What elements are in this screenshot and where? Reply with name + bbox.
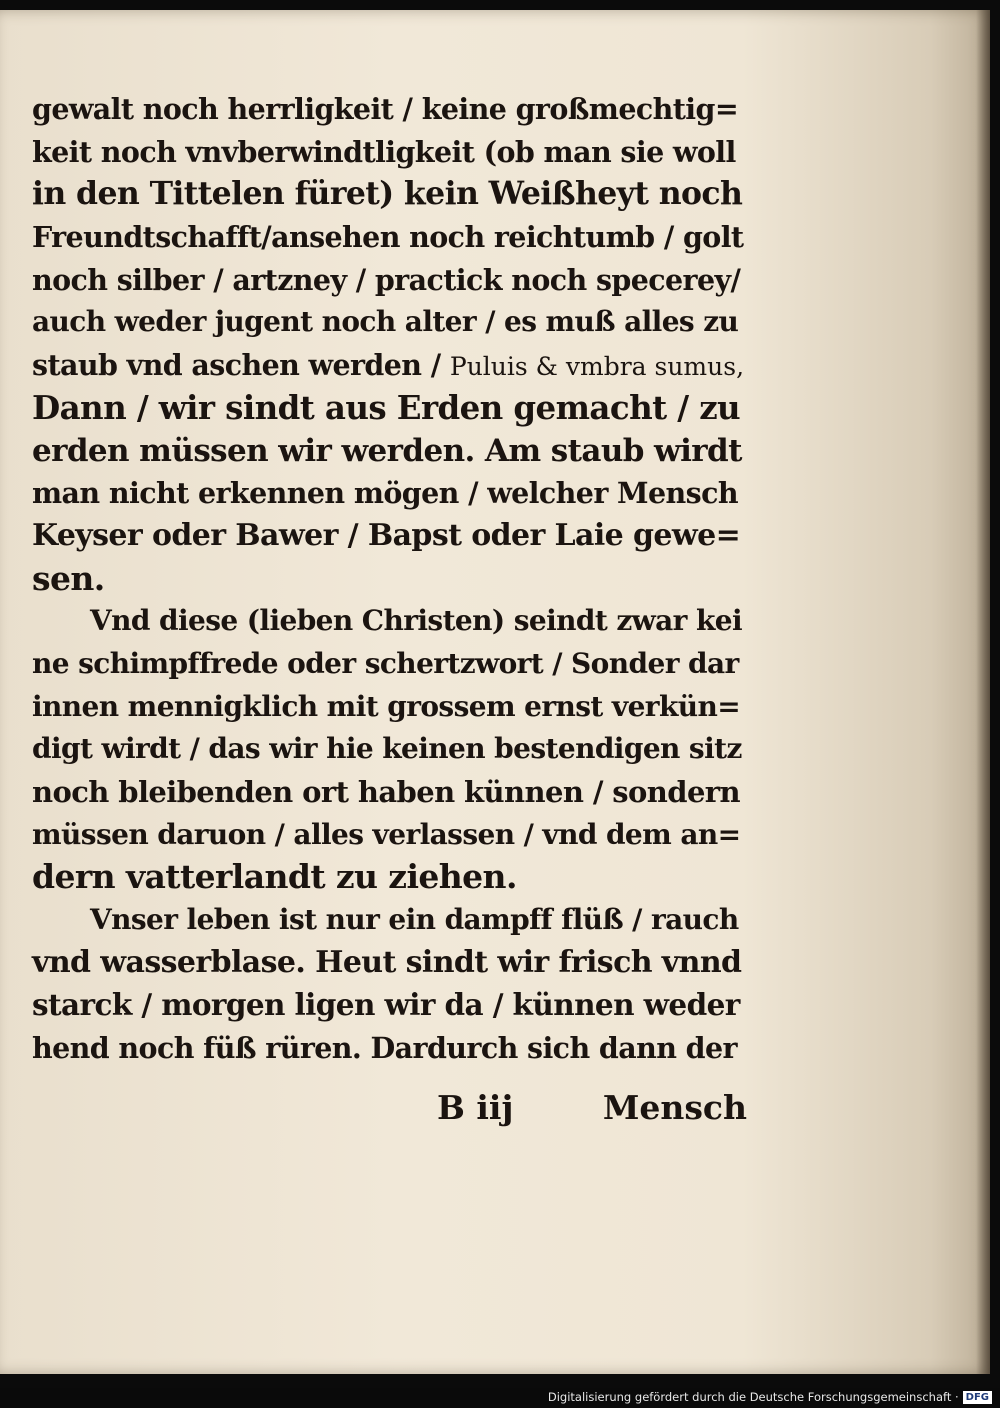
digitization-credit xyxy=(548,1390,992,1404)
text-line: in den Tittelen füret) kein Weißheyt noch xyxy=(32,175,743,213)
text-line: auch weder jugent noch alter / es muß alles zu xyxy=(32,305,739,339)
text-line-fraktur: staub vnd aschen werden / xyxy=(32,348,441,383)
text-line: innen mennigklich mit grossem ernst verkün= xyxy=(32,689,741,723)
text-line: man nicht erkennen mögen / welcher Mensch xyxy=(32,476,738,511)
text-line: Keyser oder Bawer / Bapst oder Laie gewe= xyxy=(32,517,741,553)
paragraph-start-line: Vnser leben ist nur ein dampff flüß / rauch xyxy=(90,903,739,937)
text-line xyxy=(32,344,747,387)
dfg-logo: DFG xyxy=(963,1391,992,1404)
text-line: dern vatterlandt zu ziehen. xyxy=(32,857,517,897)
text-line: ne schimpffrede oder schertzwort / Sonder dar xyxy=(32,646,739,680)
text-line: erden müssen wir werden. Am staub wirdt xyxy=(32,432,742,469)
text-line: vnd wasserblase. Heut sindt wir frisch vnnd xyxy=(32,944,742,980)
text-line: hend noch füß rüren. Dardurch sich dann der xyxy=(32,1031,737,1066)
text-line: keit noch vnvberwindtligkeit (ob man sie woll xyxy=(32,134,736,169)
catchword: Mensch xyxy=(602,1088,747,1127)
text-line: gewalt noch herrligkeit / keine großmechtig= xyxy=(32,92,739,126)
credit-text: Digitalisierung gefördert durch die Deutsche Forschungsgemeinschaft · xyxy=(547,1390,959,1404)
text-line: Freundtschafft/ansehen noch reichtumb / golt xyxy=(32,220,744,255)
text-line: sen. xyxy=(32,558,105,598)
page-footer-line xyxy=(32,1088,747,1132)
text-line: noch bleibenden ort haben künnen / sondern xyxy=(32,775,740,809)
latin-quotation: Puluis & vmbra sumus, xyxy=(449,352,745,382)
text-line: digt wirdt / das wir hie keinen bestendigen sitz xyxy=(32,732,742,766)
text-line: müssen daruon / alles verlassen / vnd dem an= xyxy=(32,817,741,851)
page-text xyxy=(32,88,747,1070)
text-line: noch silber / artzney / practick noch specerey/ xyxy=(32,262,741,297)
signature-mark: B iij xyxy=(437,1088,514,1127)
text-line: Dann / wir sindt aus Erden gemacht / zu xyxy=(32,387,741,427)
text-line: starck / morgen ligen wir da / künnen weder xyxy=(32,987,740,1023)
paragraph-start-line: Vnd diese (lieben Christen) seindt zwar kei xyxy=(90,604,743,638)
page-edge-shadow xyxy=(976,10,990,1374)
